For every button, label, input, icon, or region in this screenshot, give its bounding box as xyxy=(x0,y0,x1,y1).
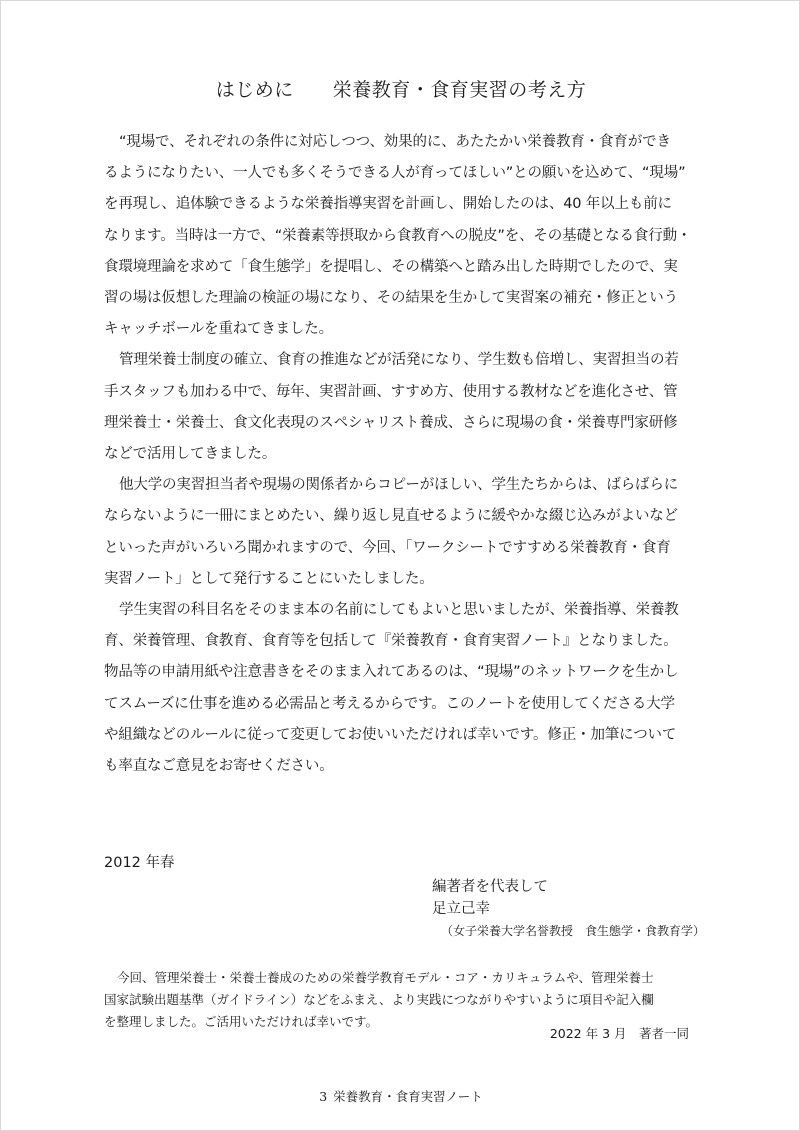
signature-line: 編著者を代表して xyxy=(432,879,548,895)
note-line: 今回、管理栄養士・栄養士養成のための栄養学教育モデル・コア・カリキュラムや、管理栄養士 xyxy=(117,970,654,985)
note-line: 国家試験出題基準（ガイドライン）などをふまえ、より実践につながりやすいように項目や記入欄 xyxy=(104,992,654,1007)
paragraph-3 xyxy=(104,470,704,595)
text-line: 他大学の実習担当者や現場の関係者からコピーがほしい、学生たちからは、ばらばらに xyxy=(119,477,679,494)
text-line: を再現し、追体験できるような栄養指導実習を計画し、開始したのは、40 年以上も前に xyxy=(104,196,672,213)
paragraph-1 xyxy=(104,127,704,345)
body-text xyxy=(104,127,704,782)
text-line: などで活用してきました。 xyxy=(104,446,277,463)
text-line: 実習ノート」として発行することにいたしました。 xyxy=(104,570,434,587)
text-line: 学生実習の科目名をそのまま本の名前にしてもよいと思いましたが、栄養指導、栄養教 xyxy=(119,602,679,619)
signature-block xyxy=(432,876,548,920)
text-line: 理栄養士・栄養士、食文化表現のスペシャリスト養成、さらに現場の食・栄養専門家研修 xyxy=(104,414,678,431)
author-name: 足立己幸 xyxy=(432,901,490,917)
text-line: 育、栄養管理、食教育、食育等を包括して『栄養教育・食育実習ノート』となりました。 xyxy=(104,633,678,650)
text-line: 物品等の申請用紙や注意書きをそのまま入れてあるのは、“現場”のネットワークを生かし xyxy=(104,664,679,681)
paragraph-4 xyxy=(104,595,704,782)
page-title: はじめに 栄養教育・食育実習の考え方 xyxy=(215,79,587,101)
text-line: や組織などのルールに従って変更してお使いいただければ幸いです。修正・加筆について xyxy=(104,726,677,743)
text-line: も率直なご意見をお寄せください。 xyxy=(104,758,334,775)
text-line: ならないように一冊にまとめたい、繰り返し見直せるように緩やかな綴じ込みがよいなど xyxy=(104,508,678,525)
text-line: 習の場は仮想した理論の検証の場になり、その結果を生かして実習案の補充・修正という xyxy=(104,290,678,307)
text-line: 管理栄養士制度の確立、食育の推進などが活発になり、学生数も倍増し、実習担当の若 xyxy=(119,352,679,369)
note-line: を整理しました。ご活用いただければ幸いです。 xyxy=(104,1014,379,1029)
book-title: 栄養教育・食育実習ノート xyxy=(333,1089,483,1104)
text-line: 食環境理論を求めて「食生態学」を提唱し、その構築へと踏み出した時期でしたので、実 xyxy=(104,258,678,275)
text-line: てスムーズに仕事を進める必需品と考えるからです。このノートを使用してくださる大学 xyxy=(104,695,675,712)
page-number: 3 xyxy=(319,1089,328,1104)
text-line: キャッチボールを重ねてきました。 xyxy=(104,321,333,338)
paragraph-2 xyxy=(104,345,704,470)
text-line: なります。当時は一方で、“栄養素等摂取から食教育への脱皮”を、その基礎となる食行動・ xyxy=(104,227,692,244)
text-line: “現場で、それぞれの条件に対応しつつ、効果的に、あたたかい栄養教育・食育ができ xyxy=(119,134,671,150)
text-line: るようになりたい、一人でも多くそうできる人が育ってほしい”との願いを込めて、“現場” xyxy=(104,165,686,182)
page-footer xyxy=(1,1087,800,1105)
author-affiliation: （女子栄養大学名誉教授 食生態学・食教育学） xyxy=(441,924,706,938)
preface-date: 2012 年春 xyxy=(104,855,175,871)
revision-date: 2022 年 3 月 著者一同 xyxy=(549,1026,689,1041)
text-line: 手スタッフも加わる中で、毎年、実習計画、すすめ方、使用する教材などを進化させ、管 xyxy=(104,383,678,400)
text-line: といった声がいろいろ聞かれますので、今回、「ワークシートですすめる栄養教育・食育 xyxy=(104,539,671,556)
